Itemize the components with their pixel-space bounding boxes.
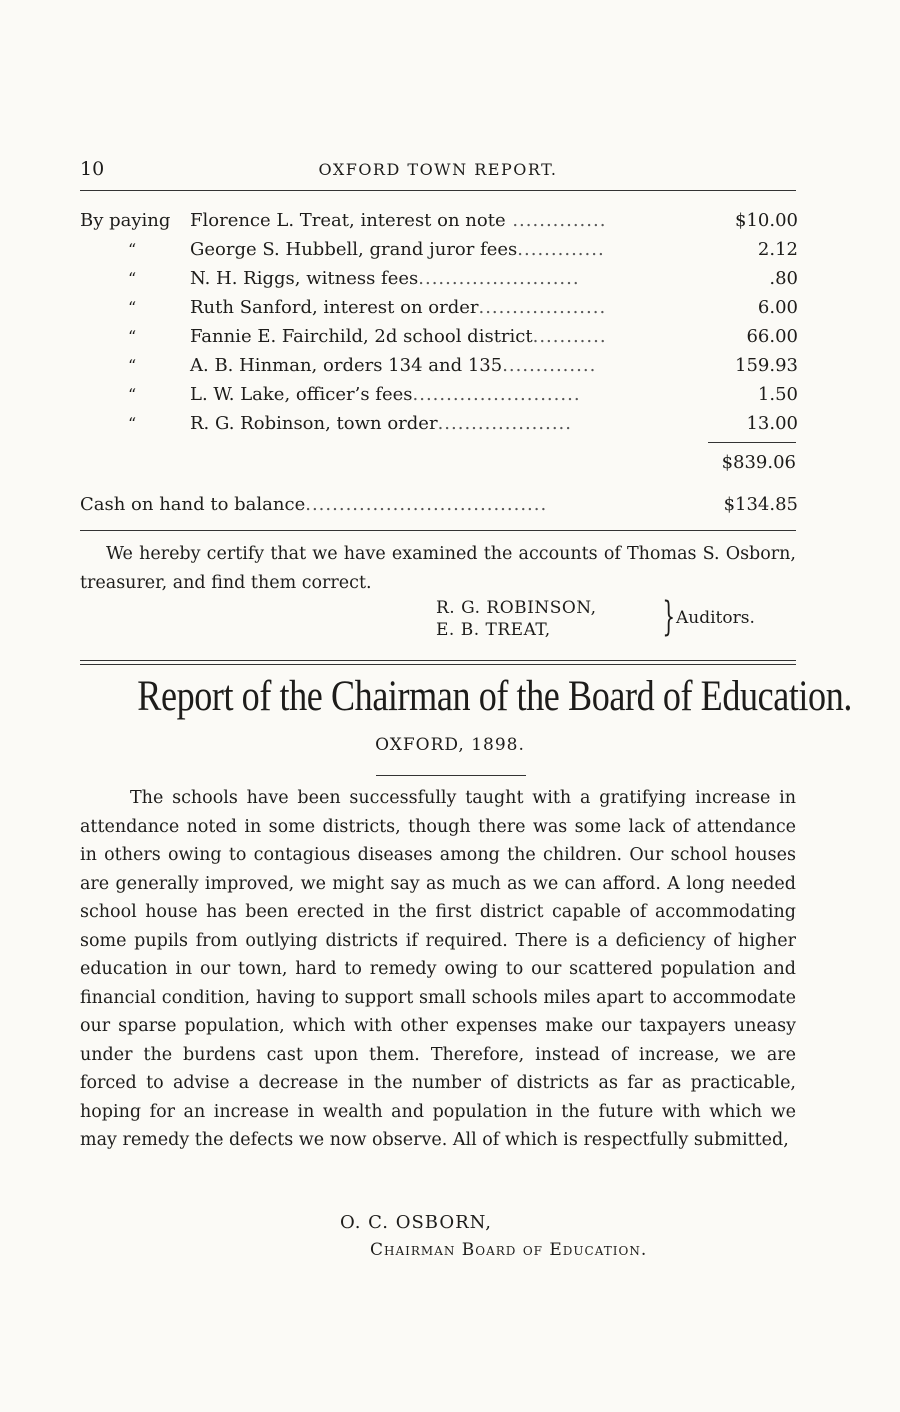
brace-mark: } bbox=[662, 594, 676, 640]
balance-label: Cash on hand to balance bbox=[80, 494, 306, 515]
ditto-mark: “ bbox=[128, 269, 137, 288]
ledger-row bbox=[80, 293, 798, 322]
ledger-row bbox=[80, 235, 798, 264]
leader-dots: ........................ bbox=[418, 268, 580, 289]
ledger-amount: 6.00 bbox=[757, 297, 798, 318]
title-rule bbox=[376, 775, 526, 776]
ledger-prefix: By paying bbox=[80, 210, 171, 231]
ledger-payee: George S. Hubbell, grand juror fees bbox=[190, 239, 518, 260]
ledger-amount: 2.12 bbox=[757, 239, 798, 260]
leader-dots: ............. bbox=[517, 239, 605, 260]
ledger-row bbox=[80, 206, 798, 235]
ledger-amount: 1.50 bbox=[757, 384, 798, 405]
double-rule-bottom bbox=[80, 664, 796, 665]
ditto-mark: “ bbox=[128, 327, 137, 346]
report-subtitle: OXFORD, 1898. bbox=[375, 735, 525, 755]
ledger-row bbox=[80, 351, 798, 380]
leader-dots: .................................... bbox=[305, 494, 548, 515]
leader-dots: .................... bbox=[437, 413, 572, 434]
report-body bbox=[80, 784, 796, 1155]
balance-row bbox=[80, 490, 798, 519]
ledger-payee: Florence L. Treat, interest on note bbox=[190, 210, 506, 231]
ledger-payee: R. G. Robinson, town order bbox=[190, 413, 438, 434]
auditors-label: Auditors. bbox=[676, 608, 755, 628]
leader-dots: ........... bbox=[532, 326, 607, 347]
ledger-amount: $10.00 bbox=[735, 210, 798, 231]
ledger-row bbox=[80, 264, 798, 293]
running-title: OXFORD TOWN REPORT. bbox=[318, 160, 558, 179]
ledger-amount: 13.00 bbox=[746, 413, 798, 434]
section-rule bbox=[80, 530, 796, 531]
ditto-mark: “ bbox=[128, 298, 137, 317]
leader-dots: .............. bbox=[502, 355, 597, 376]
ledger-amount: .80 bbox=[769, 268, 798, 289]
body-paragraph: The schools have been successfully taught with a gratifying increase in attendance noted in some districts, though there was some lack of attendance in others owing to contagious diseases among the children. Our school houses are generally improved, we might say as much as we can afford. A long needed school house has been erected in the first district capable of accommodating some pupils from outlying districts if required. There is a deficiency of higher education in our town, hard to remedy owing to our scattered population and financial condition, having to support small schools miles apart to accommodate our sparse population, which with other expenses make our taxpayers uneasy under the burdens cast upon them. Therefore, instead of increase, we are forced to advise a decrease in the number of districts as far as practicable, hoping for an increase in wealth and population in the future with which we may remedy the defects we now observe. All of which is respectfully submitted, bbox=[80, 788, 796, 1150]
leader-dots: ......................... bbox=[412, 384, 581, 405]
ledger-amount: 159.93 bbox=[735, 355, 798, 376]
auditor-name: E. B. TREAT, bbox=[436, 620, 551, 640]
balance-amount: $134.85 bbox=[723, 494, 798, 515]
leader-dots: ................... bbox=[478, 297, 607, 318]
total-rule bbox=[708, 442, 796, 443]
ledger-payee: A. B. Hinman, orders 134 and 135 bbox=[190, 355, 503, 376]
ledger-amount: 66.00 bbox=[746, 326, 798, 347]
ledger-row bbox=[80, 322, 798, 351]
ledger-row bbox=[80, 380, 798, 409]
ledger-payee: N. H. Riggs, witness fees bbox=[190, 268, 419, 289]
ledger-payee: Fannie E. Fairchild, 2d school district bbox=[190, 326, 533, 347]
ledger-payee: Ruth Sanford, interest on order bbox=[190, 297, 479, 318]
leader-dots: .............. bbox=[505, 210, 607, 231]
ledger-row bbox=[80, 409, 798, 438]
page-header bbox=[80, 158, 796, 182]
ditto-mark: “ bbox=[128, 240, 137, 259]
ditto-mark: “ bbox=[128, 414, 137, 433]
signer-name: O. C. OSBORN, bbox=[340, 1212, 492, 1233]
signer-title: Chairman Board of Education. bbox=[370, 1240, 648, 1260]
ledger-table bbox=[80, 206, 798, 438]
auditor-name: R. G. ROBINSON, bbox=[436, 598, 597, 618]
header-rule bbox=[80, 190, 796, 191]
ditto-mark: “ bbox=[128, 356, 137, 375]
audit-certification: We hereby certify that we have examined the accounts of Thomas S. Osborn, treasurer, and find them correct. bbox=[80, 544, 796, 593]
page-number: 10 bbox=[80, 158, 105, 180]
report-title: Report of the Chairman of the Board of Education. bbox=[137, 673, 852, 720]
auditor-signatures bbox=[436, 597, 596, 641]
ledger-total: $839.06 bbox=[721, 452, 796, 473]
ditto-mark: “ bbox=[128, 385, 137, 404]
ledger-payee: L. W. Lake, officer’s fees bbox=[190, 384, 413, 405]
double-rule-top bbox=[80, 660, 796, 661]
